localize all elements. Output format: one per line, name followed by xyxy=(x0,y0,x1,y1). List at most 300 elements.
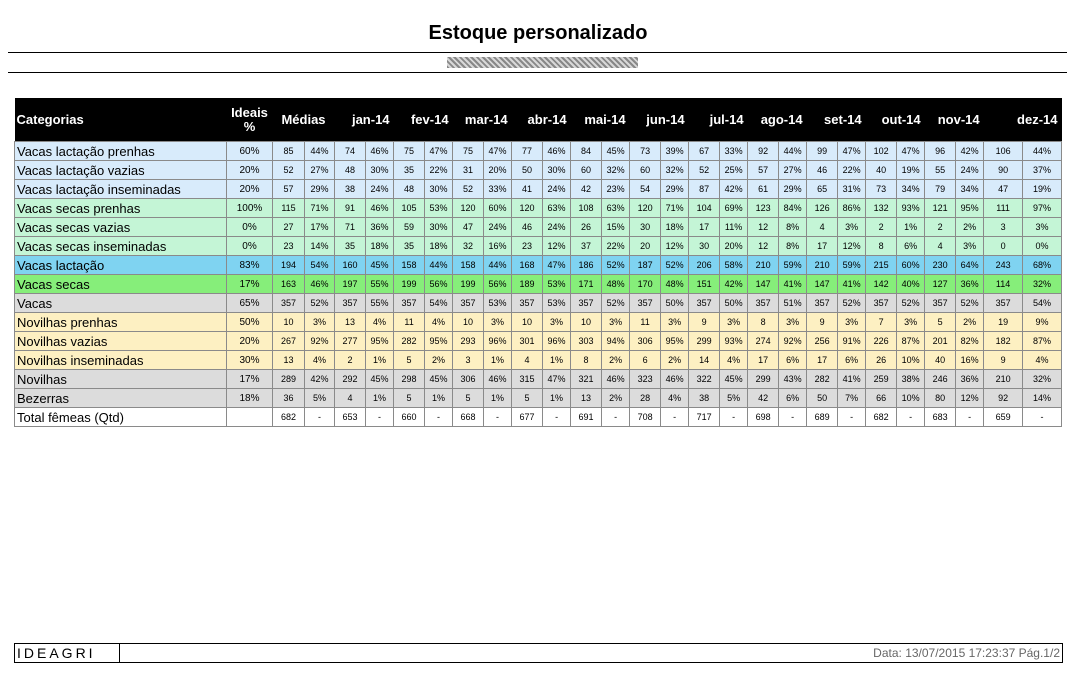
cell-percent: 2% xyxy=(956,313,984,332)
cell-percent: 32% xyxy=(661,161,689,180)
cell-percent: 91% xyxy=(838,332,866,351)
row-category-label: Novilhas xyxy=(15,370,227,389)
cell-percent: 18% xyxy=(425,237,453,256)
header-month: jan-14 xyxy=(335,98,394,142)
cell-quantity: 46 xyxy=(807,161,838,180)
cell-percent: 3% xyxy=(305,313,335,332)
cell-percent: 71% xyxy=(305,199,335,218)
cell-percent: 94% xyxy=(602,332,630,351)
cell-percent: 0% xyxy=(1023,237,1062,256)
cell-quantity: 2 xyxy=(925,218,956,237)
row-ideal-percent: 30% xyxy=(227,351,273,370)
cell-percent: 32% xyxy=(602,161,630,180)
cell-quantity: 48 xyxy=(335,161,366,180)
cell-quantity: 717 xyxy=(689,408,720,427)
table-row xyxy=(15,142,1062,161)
cell-percent: 47% xyxy=(543,256,571,275)
cell-percent: 12% xyxy=(956,389,984,408)
cell-percent: 50% xyxy=(661,294,689,313)
cell-quantity: 31 xyxy=(453,161,484,180)
cell-quantity: 36 xyxy=(273,389,305,408)
cell-percent: 3% xyxy=(484,313,512,332)
cell-quantity: 246 xyxy=(925,370,956,389)
cell-quantity: 52 xyxy=(689,161,720,180)
cell-quantity: 23 xyxy=(512,237,543,256)
cell-percent: 46% xyxy=(661,370,689,389)
cell-quantity: 256 xyxy=(807,332,838,351)
cell-quantity: 357 xyxy=(866,294,897,313)
cell-quantity: 35 xyxy=(335,237,366,256)
cell-quantity: 4 xyxy=(512,351,543,370)
cell-percent: 32% xyxy=(1023,370,1062,389)
cell-percent: 8% xyxy=(779,237,807,256)
cell-quantity: 215 xyxy=(866,256,897,275)
cell-quantity: 108 xyxy=(571,199,602,218)
cell-percent: 19% xyxy=(1023,180,1062,199)
cell-percent: 12% xyxy=(543,237,571,256)
cell-percent: 14% xyxy=(305,237,335,256)
cell-quantity: 206 xyxy=(689,256,720,275)
cell-percent: 14% xyxy=(1023,389,1062,408)
cell-percent: 27% xyxy=(305,161,335,180)
cell-percent: 4% xyxy=(1023,351,1062,370)
cell-quantity: 682 xyxy=(273,408,305,427)
cell-quantity: 11 xyxy=(630,313,661,332)
cell-percent: 46% xyxy=(366,199,394,218)
cell-percent: 2% xyxy=(602,351,630,370)
cell-percent: 1% xyxy=(543,389,571,408)
row-category-label: Vacas secas inseminadas xyxy=(15,237,227,256)
cell-quantity: 682 xyxy=(866,408,897,427)
cell-quantity: 8 xyxy=(866,237,897,256)
cell-percent: 93% xyxy=(720,332,748,351)
cell-quantity: 9 xyxy=(689,313,720,332)
cell-quantity: 298 xyxy=(394,370,425,389)
cell-percent: 24% xyxy=(484,218,512,237)
cell-percent: 86% xyxy=(838,199,866,218)
cell-quantity: 4 xyxy=(925,237,956,256)
cell-percent: 47% xyxy=(897,142,925,161)
table-row xyxy=(15,218,1062,237)
cell-percent: 53% xyxy=(484,294,512,313)
cell-quantity: 73 xyxy=(866,180,897,199)
cell-percent: 52% xyxy=(305,294,335,313)
cell-quantity: 708 xyxy=(630,408,661,427)
cell-percent: 16% xyxy=(956,351,984,370)
cell-percent: 1% xyxy=(425,389,453,408)
cell-quantity: 57 xyxy=(748,161,779,180)
row-ideal-percent: 60% xyxy=(227,142,273,161)
cell-quantity: 322 xyxy=(689,370,720,389)
header-month: ago-14 xyxy=(748,98,807,142)
cell-quantity: 4 xyxy=(335,389,366,408)
cell-percent: 5% xyxy=(305,389,335,408)
cell-percent: 24% xyxy=(366,180,394,199)
cell-quantity: 158 xyxy=(453,256,484,275)
cell-quantity: 60 xyxy=(571,161,602,180)
cell-percent: 33% xyxy=(484,180,512,199)
cell-percent: - xyxy=(543,408,571,427)
cell-percent: 55% xyxy=(366,275,394,294)
cell-quantity: 120 xyxy=(512,199,543,218)
cell-percent: 53% xyxy=(543,275,571,294)
cell-percent: 41% xyxy=(838,370,866,389)
cell-percent: - xyxy=(305,408,335,427)
cell-percent: 18% xyxy=(661,218,689,237)
cell-quantity: 10 xyxy=(453,313,484,332)
cell-quantity: 197 xyxy=(335,275,366,294)
row-category-label: Vacas secas xyxy=(15,275,227,294)
cell-quantity: 46 xyxy=(512,218,543,237)
cell-quantity: 357 xyxy=(512,294,543,313)
cell-quantity: 20 xyxy=(630,237,661,256)
cell-percent: 40% xyxy=(897,275,925,294)
cell-quantity: 87 xyxy=(689,180,720,199)
row-ideal-percent: 20% xyxy=(227,161,273,180)
cell-percent: 68% xyxy=(1023,256,1062,275)
cell-quantity: 210 xyxy=(807,256,838,275)
title-divider-bottom xyxy=(8,72,1067,73)
row-ideal-percent xyxy=(227,408,273,427)
cell-percent: 42% xyxy=(720,275,748,294)
cell-quantity: 65 xyxy=(807,180,838,199)
cell-percent: 44% xyxy=(484,256,512,275)
cell-quantity: 5 xyxy=(453,389,484,408)
cell-percent: 45% xyxy=(425,370,453,389)
cell-quantity: 357 xyxy=(335,294,366,313)
cell-percent: 1% xyxy=(366,351,394,370)
cell-quantity: 37 xyxy=(571,237,602,256)
cell-percent: 3% xyxy=(661,313,689,332)
cell-percent: 59% xyxy=(779,256,807,275)
cell-quantity: 126 xyxy=(807,199,838,218)
cell-quantity: 50 xyxy=(807,389,838,408)
cell-percent: 47% xyxy=(543,370,571,389)
cell-percent: 95% xyxy=(366,332,394,351)
row-ideal-percent: 0% xyxy=(227,218,273,237)
cell-percent: 29% xyxy=(305,180,335,199)
cell-quantity: 111 xyxy=(984,199,1023,218)
cell-quantity: 170 xyxy=(630,275,661,294)
cell-quantity: 282 xyxy=(807,370,838,389)
cell-percent: 44% xyxy=(305,142,335,161)
cell-quantity: 357 xyxy=(453,294,484,313)
cell-quantity: 357 xyxy=(748,294,779,313)
cell-quantity: 42 xyxy=(748,389,779,408)
cell-percent: 3% xyxy=(543,313,571,332)
cell-quantity: 48 xyxy=(394,180,425,199)
cell-percent: 38% xyxy=(897,370,925,389)
header-month: nov-14 xyxy=(925,98,984,142)
row-category-label: Vacas xyxy=(15,294,227,313)
header-month: mar-14 xyxy=(453,98,512,142)
cell-quantity: 8 xyxy=(748,313,779,332)
cell-percent: 3% xyxy=(838,218,866,237)
cell-quantity: 66 xyxy=(866,389,897,408)
cell-percent: 63% xyxy=(543,199,571,218)
row-category-label: Vacas lactação prenhas xyxy=(15,142,227,161)
cell-percent: 44% xyxy=(1023,142,1062,161)
cell-quantity: 306 xyxy=(630,332,661,351)
cell-percent: 6% xyxy=(779,389,807,408)
cell-percent: 6% xyxy=(838,351,866,370)
cell-percent: 12% xyxy=(661,237,689,256)
cell-percent: 1% xyxy=(484,389,512,408)
cell-percent: 3% xyxy=(720,313,748,332)
cell-percent: 95% xyxy=(425,332,453,351)
footer-date-page: Data: 13/07/2015 17:23:37 Pág.1/2 xyxy=(873,646,1060,660)
header-ideais-line1: Ideais xyxy=(231,104,268,120)
cell-quantity: 85 xyxy=(273,142,305,161)
cell-quantity: 259 xyxy=(866,370,897,389)
cell-quantity: 105 xyxy=(394,199,425,218)
cell-quantity: 114 xyxy=(984,275,1023,294)
cell-percent: - xyxy=(956,408,984,427)
cell-quantity: 92 xyxy=(748,142,779,161)
cell-percent: 54% xyxy=(425,294,453,313)
cell-percent: 64% xyxy=(956,256,984,275)
cell-quantity: 12 xyxy=(748,218,779,237)
cell-quantity: 357 xyxy=(925,294,956,313)
cell-quantity: 30 xyxy=(630,218,661,237)
cell-quantity: 12 xyxy=(748,237,779,256)
cell-percent: 4% xyxy=(720,351,748,370)
cell-percent: 9% xyxy=(1023,313,1062,332)
cell-quantity: 689 xyxy=(807,408,838,427)
cell-quantity: 299 xyxy=(689,332,720,351)
table-row xyxy=(15,294,1062,313)
cell-quantity: 10 xyxy=(273,313,305,332)
cell-percent: 41% xyxy=(779,275,807,294)
cell-percent: 54% xyxy=(305,256,335,275)
cell-percent: 1% xyxy=(543,351,571,370)
cell-quantity: 30 xyxy=(689,237,720,256)
cell-quantity: 50 xyxy=(512,161,543,180)
cell-percent: 87% xyxy=(1023,332,1062,351)
row-category-label: Novilhas vazias xyxy=(15,332,227,351)
cell-percent: - xyxy=(779,408,807,427)
cell-percent: 2% xyxy=(661,351,689,370)
cell-quantity: 4 xyxy=(807,218,838,237)
cell-percent: 33% xyxy=(720,142,748,161)
cell-quantity: 2 xyxy=(866,218,897,237)
cell-quantity: 210 xyxy=(984,370,1023,389)
cell-percent: 4% xyxy=(305,351,335,370)
cell-percent: 12% xyxy=(838,237,866,256)
cell-percent: 95% xyxy=(956,199,984,218)
cell-percent: 46% xyxy=(305,275,335,294)
cell-quantity: 282 xyxy=(394,332,425,351)
row-category-label: Novilhas prenhas xyxy=(15,313,227,332)
cell-percent: 29% xyxy=(661,180,689,199)
cell-percent: 24% xyxy=(956,161,984,180)
cell-percent: 97% xyxy=(1023,199,1062,218)
cell-percent: 52% xyxy=(897,294,925,313)
cell-percent: 24% xyxy=(543,218,571,237)
cell-percent: 92% xyxy=(305,332,335,351)
cell-quantity: 226 xyxy=(866,332,897,351)
cell-quantity: 189 xyxy=(512,275,543,294)
cell-quantity: 9 xyxy=(984,351,1023,370)
cell-quantity: 142 xyxy=(866,275,897,294)
cell-percent: 52% xyxy=(602,294,630,313)
row-ideal-percent: 50% xyxy=(227,313,273,332)
cell-quantity: 27 xyxy=(273,218,305,237)
cell-percent: 52% xyxy=(956,294,984,313)
cell-percent: 24% xyxy=(543,180,571,199)
cell-percent: 59% xyxy=(838,256,866,275)
cell-percent: 84% xyxy=(779,199,807,218)
cell-quantity: 115 xyxy=(273,199,305,218)
table-row xyxy=(15,161,1062,180)
header-month: out-14 xyxy=(866,98,925,142)
stock-table xyxy=(14,98,1062,427)
cell-percent: 52% xyxy=(602,256,630,275)
cell-quantity: 292 xyxy=(335,370,366,389)
cell-quantity: 201 xyxy=(925,332,956,351)
cell-quantity: 102 xyxy=(866,142,897,161)
cell-percent: 36% xyxy=(956,370,984,389)
title-divider-top xyxy=(8,52,1067,53)
cell-quantity: 306 xyxy=(453,370,484,389)
cell-percent: 2% xyxy=(602,389,630,408)
cell-percent: 54% xyxy=(1023,294,1062,313)
cell-percent: 23% xyxy=(602,180,630,199)
cell-quantity: 61 xyxy=(748,180,779,199)
cell-percent: 36% xyxy=(956,275,984,294)
cell-quantity: 8 xyxy=(571,351,602,370)
cell-percent: 55% xyxy=(366,294,394,313)
cell-percent: 46% xyxy=(484,370,512,389)
table-row xyxy=(15,199,1062,218)
cell-quantity: 26 xyxy=(866,351,897,370)
cell-percent: 8% xyxy=(779,218,807,237)
cell-percent: 96% xyxy=(484,332,512,351)
cell-quantity: 38 xyxy=(689,389,720,408)
cell-percent: 16% xyxy=(484,237,512,256)
cell-percent: 43% xyxy=(779,370,807,389)
cell-percent: - xyxy=(1023,408,1062,427)
cell-percent: 22% xyxy=(602,237,630,256)
cell-percent: 56% xyxy=(425,275,453,294)
header-ideais-line2: % xyxy=(243,118,256,134)
header-categorias: Categorias xyxy=(15,98,227,142)
cell-quantity: 267 xyxy=(273,332,305,351)
cell-percent: 47% xyxy=(838,142,866,161)
cell-percent: 51% xyxy=(779,294,807,313)
cell-percent: 71% xyxy=(661,199,689,218)
cell-quantity: 158 xyxy=(394,256,425,275)
cell-quantity: 168 xyxy=(512,256,543,275)
cell-quantity: 323 xyxy=(630,370,661,389)
cell-percent: 4% xyxy=(661,389,689,408)
cell-quantity: 47 xyxy=(453,218,484,237)
cell-quantity: 289 xyxy=(273,370,305,389)
cell-quantity: 35 xyxy=(394,161,425,180)
cell-quantity: 17 xyxy=(689,218,720,237)
cell-quantity: 147 xyxy=(807,275,838,294)
cell-percent: 42% xyxy=(956,142,984,161)
table-row xyxy=(15,275,1062,294)
row-category-label: Vacas secas vazias xyxy=(15,218,227,237)
cell-percent: 27% xyxy=(779,161,807,180)
cell-quantity: 315 xyxy=(512,370,543,389)
cell-quantity: 274 xyxy=(748,332,779,351)
cell-percent: 42% xyxy=(305,370,335,389)
cell-percent: 2% xyxy=(425,351,453,370)
header-ideais xyxy=(227,98,273,142)
cell-quantity: 659 xyxy=(984,408,1023,427)
cell-percent: 60% xyxy=(484,199,512,218)
cell-percent: 34% xyxy=(956,180,984,199)
row-category-label: Vacas secas prenhas xyxy=(15,199,227,218)
cell-quantity: 187 xyxy=(630,256,661,275)
cell-percent: 93% xyxy=(897,199,925,218)
cell-quantity: 147 xyxy=(748,275,779,294)
cell-percent: 53% xyxy=(543,294,571,313)
row-category-label: Vacas lactação xyxy=(15,256,227,275)
cell-quantity: 60 xyxy=(630,161,661,180)
cell-percent: 44% xyxy=(425,256,453,275)
cell-percent: - xyxy=(425,408,453,427)
cell-percent: - xyxy=(897,408,925,427)
cell-percent: 4% xyxy=(425,313,453,332)
cell-percent: 50% xyxy=(720,294,748,313)
cell-quantity: 6 xyxy=(630,351,661,370)
cell-quantity: 199 xyxy=(394,275,425,294)
cell-quantity: 293 xyxy=(453,332,484,351)
cell-percent: 45% xyxy=(602,142,630,161)
cell-quantity: 106 xyxy=(984,142,1023,161)
cell-quantity: 13 xyxy=(335,313,366,332)
cell-percent: 3% xyxy=(956,237,984,256)
cell-percent: 1% xyxy=(366,389,394,408)
cell-percent: 41% xyxy=(838,275,866,294)
cell-percent: - xyxy=(661,408,689,427)
cell-percent: 46% xyxy=(366,142,394,161)
cell-quantity: 13 xyxy=(273,351,305,370)
cell-quantity: 121 xyxy=(925,199,956,218)
cell-percent: 63% xyxy=(602,199,630,218)
cell-quantity: 59 xyxy=(394,218,425,237)
header-month: jul-14 xyxy=(689,98,748,142)
cell-quantity: 5 xyxy=(394,389,425,408)
row-ideal-percent: 83% xyxy=(227,256,273,275)
cell-quantity: 186 xyxy=(571,256,602,275)
cell-quantity: 160 xyxy=(335,256,366,275)
cell-percent: 6% xyxy=(897,237,925,256)
cell-quantity: 52 xyxy=(453,180,484,199)
cell-percent: 92% xyxy=(779,332,807,351)
cell-percent: 52% xyxy=(661,256,689,275)
cell-quantity: 698 xyxy=(748,408,779,427)
cell-quantity: 11 xyxy=(394,313,425,332)
cell-percent: 15% xyxy=(602,218,630,237)
row-category-label: Novilhas inseminadas xyxy=(15,351,227,370)
row-category-label: Total fêmeas (Qtd) xyxy=(15,408,227,427)
cell-percent: - xyxy=(602,408,630,427)
cell-quantity: 10 xyxy=(512,313,543,332)
cell-quantity: 47 xyxy=(984,180,1023,199)
cell-quantity: 691 xyxy=(571,408,602,427)
cell-quantity: 32 xyxy=(453,237,484,256)
cell-percent: 46% xyxy=(543,142,571,161)
cell-percent: 17% xyxy=(305,218,335,237)
row-ideal-percent: 17% xyxy=(227,370,273,389)
cell-percent: 45% xyxy=(366,256,394,275)
row-ideal-percent: 20% xyxy=(227,180,273,199)
cell-quantity: 26 xyxy=(571,218,602,237)
